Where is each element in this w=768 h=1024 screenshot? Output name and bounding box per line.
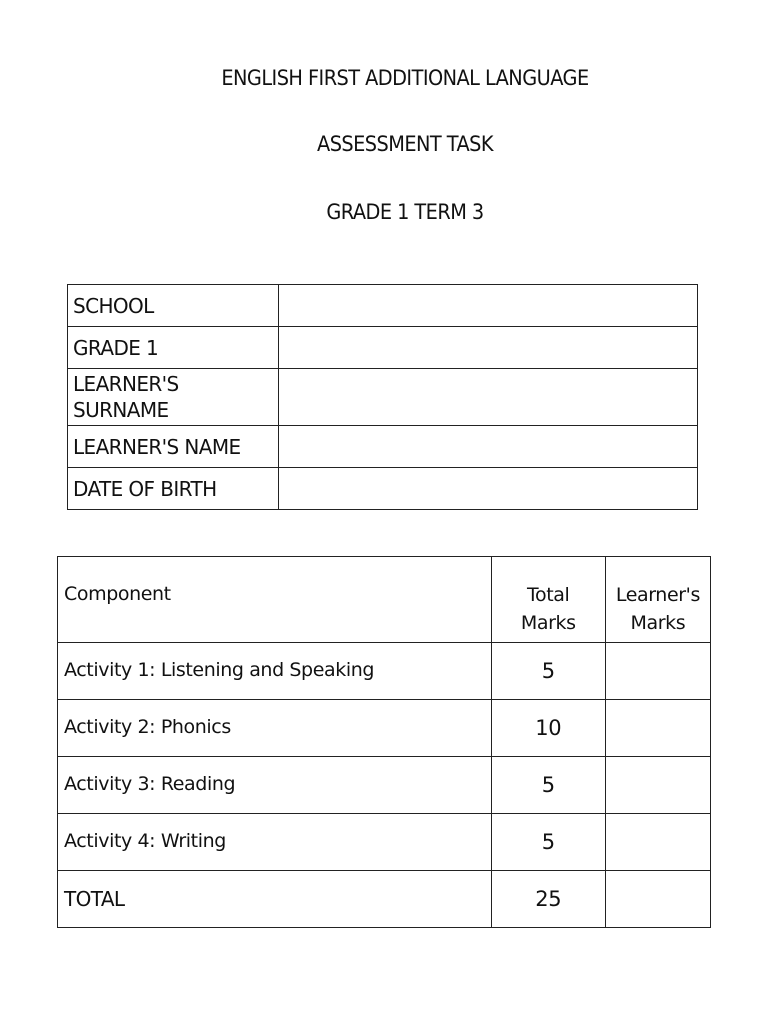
total-marks-cell: 5 — [491, 643, 605, 700]
grand-total-cell: 25 — [491, 871, 605, 928]
total-marks-cell: 5 — [491, 757, 605, 814]
surname-label-line2: SURNAME — [73, 398, 169, 422]
school-field[interactable] — [278, 285, 697, 327]
marks-table — [57, 556, 711, 928]
learner-marks-cell[interactable] — [605, 700, 710, 757]
name-label: LEARNER'S NAME — [68, 426, 279, 468]
total-row — [58, 871, 711, 928]
learner-marks-header-line1: Learner's — [615, 584, 700, 606]
document-title: ENGLISH FIRST ADDITIONAL LANGUAGE — [221, 66, 589, 90]
table-row — [58, 643, 711, 700]
marks-header-row — [58, 557, 711, 643]
grade-label: GRADE 1 — [68, 327, 279, 369]
dob-field[interactable] — [278, 468, 697, 510]
document-subtitle: ASSESSMENT TASK — [317, 132, 493, 156]
info-row-grade — [68, 327, 698, 369]
component-cell: Activity 2: Phonics — [58, 700, 492, 757]
total-marks-header-line2: Marks — [520, 612, 576, 634]
component-cell: Activity 1: Listening and Speaking — [58, 643, 492, 700]
school-label: SCHOOL — [68, 285, 279, 327]
grade-term-heading: GRADE 1 TERM 3 — [326, 200, 484, 224]
info-row-dob — [68, 468, 698, 510]
learner-marks-header — [605, 557, 710, 643]
total-label-cell: TOTAL — [58, 871, 492, 928]
info-row-surname — [68, 369, 698, 426]
component-cell: Activity 4: Writing — [58, 814, 492, 871]
total-marks-header-line1: Total — [527, 584, 570, 606]
component-header: Component — [58, 557, 492, 643]
info-row-school — [68, 285, 698, 327]
total-marks-cell: 10 — [491, 700, 605, 757]
grade-field[interactable] — [278, 327, 697, 369]
surname-field[interactable] — [278, 369, 697, 426]
info-row-name — [68, 426, 698, 468]
learner-marks-cell[interactable] — [605, 814, 710, 871]
learner-info-table — [67, 284, 698, 510]
table-row — [58, 700, 711, 757]
learner-marks-cell[interactable] — [605, 643, 710, 700]
surname-label — [68, 369, 279, 426]
surname-label-line1: LEARNER'S — [73, 372, 179, 396]
dob-label: DATE OF BIRTH — [68, 468, 279, 510]
learner-marks-header-line2: Marks — [630, 612, 686, 634]
total-marks-header — [491, 557, 605, 643]
table-row — [58, 757, 711, 814]
component-cell: Activity 3: Reading — [58, 757, 492, 814]
learner-marks-cell[interactable] — [605, 757, 710, 814]
learner-total-cell[interactable] — [605, 871, 710, 928]
table-row — [58, 814, 711, 871]
total-marks-cell: 5 — [491, 814, 605, 871]
name-field[interactable] — [278, 426, 697, 468]
